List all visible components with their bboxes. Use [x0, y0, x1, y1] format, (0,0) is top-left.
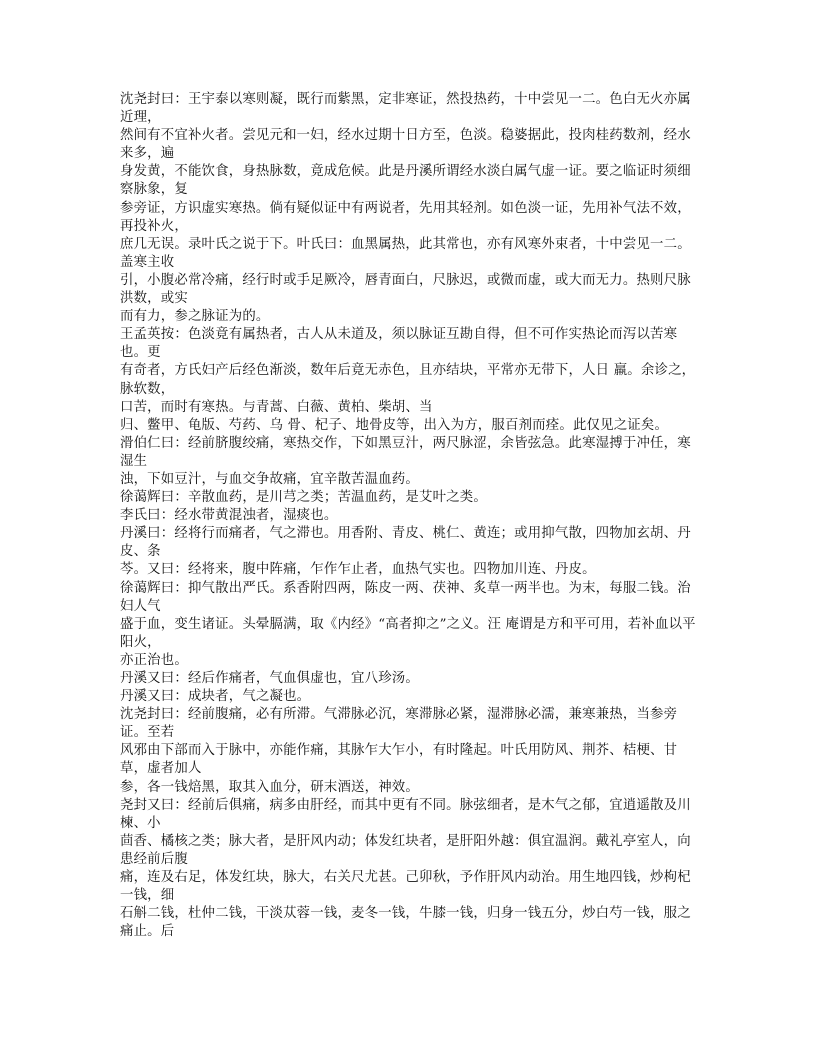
text-line: 有奇者，方氏妇产后经色渐淡，数年后竟无赤色，且亦结块，平常亦无带下，人日 羸。余诊之，脉软数， — [120, 363, 696, 397]
text-line: 徐蔼辉曰：辛散血药，是川芎之类；苦温血药，是艾叶之类。 — [120, 490, 487, 506]
text-line: 王孟英按：色淡竟有属热者，古人从未道及，须以脉证互勘自得，但不可作实热论而泻以苦寒也。更 — [120, 327, 678, 361]
text-line: 然间有不宜补火者。尝见元和一妇，经水过期十日方至，色淡。稳婆据此，投肉桂药数剂，经水来多，遍 — [120, 128, 691, 162]
text-line: 芩。又曰：经将来，腹中阵痛，乍作乍止者，血热气实也。四物加川连、丹皮。 — [120, 562, 596, 578]
text-line: 而有力，参之脉证为的。 — [120, 309, 270, 325]
text-line: 风邪由下部而入于脉中，亦能作痛，其脉乍大乍小，有时隆起。叶氏用防风、荆芥、桔梗、甘草，虚者加人 — [120, 743, 678, 777]
text-line: 尧封又曰：经前后俱痛，病多由肝经，而其中更有不同。脉弦细者，是木气之郁，宜逍遥散及川楝、小 — [120, 797, 691, 831]
text-line: 参，各一钱焙黑，取其入血分，研末酒送，神效。 — [120, 779, 419, 795]
text-line: 石斛二钱，杜仲二钱，干淡苁蓉一钱，麦冬一钱，牛膝一钱，归身一钱五分，炒白芍一钱，服之痛止。后 — [120, 906, 691, 940]
text-line: 滑伯仁曰：经前脐腹绞痛，寒热交作，下如黑豆汁，两尺脉涩，余皆弦急。此寒湿搏于冲任，寒湿生 — [120, 435, 691, 469]
text-line: 痛，连及右足，体发红块，脉大，右关尺尤甚。己卯秋，予作肝风内动治。用生地四钱，炒枸杞一钱，细 — [120, 870, 691, 904]
text-line: 亦正治也。 — [120, 652, 188, 668]
text-line: 丹溪曰：经将行而痛者，气之滞也。用香附、青皮、桃仁、黄连；或用抑气散，四物加玄胡、丹皮、条 — [120, 526, 691, 560]
text-line: 李氏曰：经水带黄混浊者，湿痰也。 — [120, 508, 338, 524]
text-line: 沈尧封曰：王宇泰以寒则凝，既行而紫黑，定非寒证，然投热药，十中尝见一二。色白无火亦属近理， — [120, 92, 691, 126]
document-body — [120, 91, 698, 941]
text-line: 身发黄，不能饮食，身热脉数，竟成危候。此是丹溪所谓经水淡白属气虚一证。要之临证时须细察脉象，复 — [120, 164, 691, 198]
text-line: 浊，下如豆汁，与血交争故痛，宜辛散苦温血药。 — [120, 471, 419, 487]
text-line: 茴香、橘核之类；脉大者，是肝风内动；体发红块者，是肝阳外越：俱宜温润。戴礼亭室人，向患经前后腹 — [120, 833, 691, 867]
text-line: 引，小腹必常冷痛，经行时或手足厥冷，唇青面白，尺脉迟，或微而虚，或大而无力。热则尺脉洪数，或实 — [120, 272, 691, 307]
text-line: 庶几无误。录叶氏之说于下。叶氏曰：血黑属热，此其常也，亦有风寒外束者，十中尝见一二。盖寒主收 — [120, 236, 691, 270]
text-line: 沈尧封曰：经前腹痛，必有所滞。气滞脉必沉，寒滞脉必紧，湿滞脉必濡，兼寒兼热，当参旁证。至若 — [120, 707, 678, 741]
text-line: 徐蔼辉曰：抑气散出严氏。系香附四两，陈皮一两、茯神、炙草一两半也。为末，每服二钱。治妇人气 — [120, 580, 691, 614]
text-line: 丹溪又曰：成块者，气之凝也。 — [120, 689, 311, 705]
text-line: 盛于血，变生诸证。头晕膈满，取《内经》“高者抑之”之义。汪 庵谓是方和平可用，若补血以平阳火， — [120, 616, 696, 650]
text-line: 归、鳖甲、龟版、芍药、乌 骨、杞子、地骨皮等，出入为方，服百剂而痊。此仅见之证矣。 — [120, 417, 669, 433]
text-line: 丹溪又曰：经后作痛者，气血俱虚也，宜八珍汤。 — [120, 671, 419, 686]
text-line: 口苦，而时有寒热。与青蒿、白薇、黄柏、柴胡、当 — [120, 399, 433, 415]
text-line: 参旁证，方识虚实寒热。倘有疑似证中有两说者，先用其轻剂。如色淡一证，先用补气法不效，再投补火， — [120, 200, 691, 234]
